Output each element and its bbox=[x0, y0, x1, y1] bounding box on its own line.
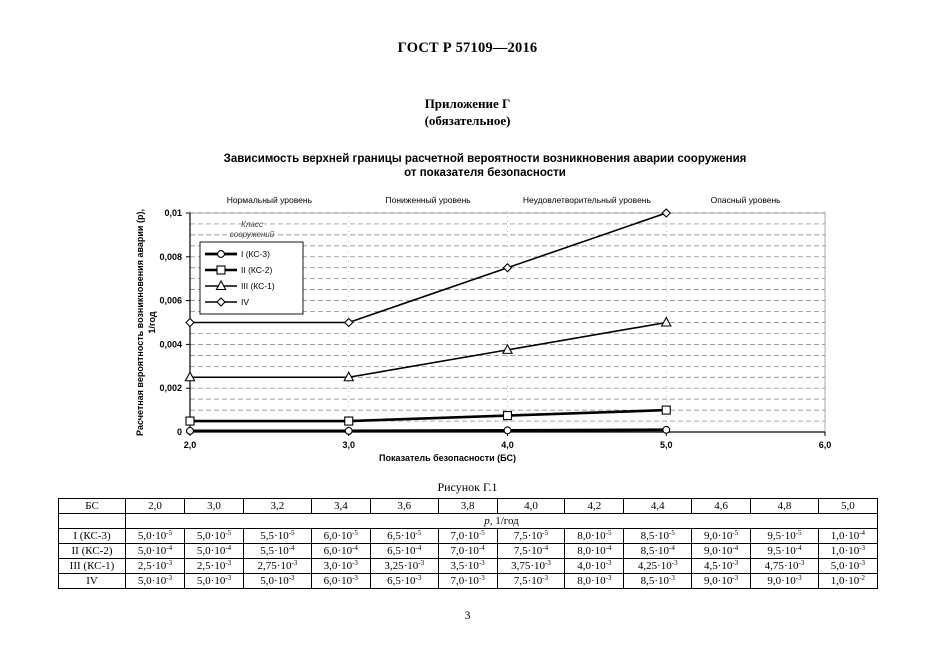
table-cell: $9,0\cdot 10^{-5}$ bbox=[692, 529, 751, 544]
x-tick-label: 3,0 bbox=[342, 440, 356, 450]
standard-header: ГОСТ Р 57109—2016 bbox=[397, 40, 538, 56]
table-cell: $9,5\cdot 10^{-5}$ bbox=[751, 529, 819, 544]
appendix-status: (обязательное) bbox=[424, 113, 511, 128]
table-cell: $5,0\cdot 10^{-4}$ bbox=[126, 544, 185, 559]
legend-label: III (КС-1) bbox=[241, 281, 275, 291]
y-tick-label: 0 bbox=[176, 427, 182, 437]
y-axis-label-line2: 1/год bbox=[147, 311, 157, 334]
data-point-circle bbox=[187, 428, 194, 435]
legend-label: I (КС-3) bbox=[241, 249, 270, 259]
table-cell: $5,0\cdot 10^{-3}$ bbox=[818, 559, 877, 574]
table-column-header: 3,4 bbox=[311, 499, 370, 514]
table-column-header: 4,6 bbox=[692, 499, 751, 514]
table-cell: $9,0\cdot 10^{-4}$ bbox=[692, 544, 751, 559]
table-column-header: 4,2 bbox=[565, 499, 624, 514]
data-point-circle bbox=[345, 428, 352, 435]
table-row bbox=[59, 574, 878, 589]
appendix-title: Приложение Г bbox=[424, 96, 511, 111]
y-tick-label: 0,01 bbox=[164, 208, 182, 218]
legend-title-line1: Класс bbox=[241, 220, 263, 229]
series-line-1 bbox=[190, 430, 666, 431]
x-tick-label: 4,0 bbox=[501, 440, 514, 450]
zone-label-4: Опасный уровень bbox=[710, 195, 781, 205]
table-cell: $4,5\cdot 10^{-3}$ bbox=[692, 559, 751, 574]
data-point-square bbox=[662, 406, 670, 414]
table-row bbox=[59, 529, 878, 544]
y-tick-label: 0,008 bbox=[159, 251, 182, 262]
table-cell: $4,0\cdot 10^{-3}$ bbox=[565, 559, 624, 574]
table-row bbox=[59, 544, 878, 559]
data-point-square bbox=[186, 417, 194, 425]
x-tick-label: 6,0 bbox=[818, 440, 832, 450]
table-header-row bbox=[59, 499, 878, 514]
table-cell: $3,75\cdot 10^{-3}$ bbox=[497, 559, 565, 574]
table-row-label: II (КС-2) bbox=[59, 544, 126, 559]
table-cell: $7,0\cdot 10^{-4}$ bbox=[438, 544, 497, 559]
table-cell: $7,5\cdot 10^{-3}$ bbox=[497, 574, 565, 589]
table-cell: $1,0\cdot 10^{-3}$ bbox=[818, 544, 877, 559]
table-column-header: 2,0 bbox=[126, 499, 185, 514]
table-cell: $5,0\cdot 10^{-4}$ bbox=[185, 544, 244, 559]
table-cell: $8,0\cdot 10^{-3}$ bbox=[565, 574, 624, 589]
table-cell: $5,0\cdot 10^{-3}$ bbox=[126, 574, 185, 589]
table-column-header: 4,0 bbox=[497, 499, 565, 514]
table-cell: $6,0\cdot 10^{-3}$ bbox=[311, 574, 370, 589]
table-unit-label: p, 1/год bbox=[126, 514, 878, 529]
legend-title-line2: сооружений bbox=[229, 230, 275, 239]
table-cell: $8,0\cdot 10^{-5}$ bbox=[565, 529, 624, 544]
table-cell: $8,5\cdot 10^{-5}$ bbox=[624, 529, 692, 544]
table-cell: $9,0\cdot 10^{-3}$ bbox=[692, 574, 751, 589]
table-cell: $9,5\cdot 10^{-4}$ bbox=[751, 544, 819, 559]
table-cell: $6,5\cdot 10^{-5}$ bbox=[370, 529, 438, 544]
x-axis-label: Показатель безопасности (БС) bbox=[379, 453, 516, 463]
table-cell: $2,5\cdot 10^{-3}$ bbox=[185, 559, 244, 574]
table-cell: $3,0\cdot 10^{-3}$ bbox=[311, 559, 370, 574]
x-tick-label: 5,0 bbox=[659, 440, 673, 450]
table-cell: $4,75\cdot 10^{-3}$ bbox=[751, 559, 819, 574]
table-unit-blank bbox=[59, 514, 126, 529]
x-tick-label: 2,0 bbox=[183, 440, 197, 450]
page-number: 3 bbox=[464, 608, 471, 622]
table-cell: $6,5\cdot 10^{-4}$ bbox=[370, 544, 438, 559]
table-row-label: I (КС-3) bbox=[59, 529, 126, 544]
table-cell: $7,0\cdot 10^{-5}$ bbox=[438, 529, 497, 544]
data-point-circle bbox=[504, 427, 511, 434]
table-cell: $8,5\cdot 10^{-4}$ bbox=[624, 544, 692, 559]
table-cell: $7,5\cdot 10^{-4}$ bbox=[497, 544, 565, 559]
y-tick-label: 0,004 bbox=[159, 339, 182, 350]
table-column-header: 3,8 bbox=[438, 499, 497, 514]
legend-label: II (КС-2) bbox=[241, 265, 273, 275]
table-column-header: 3,6 bbox=[370, 499, 438, 514]
table-cell: $6,5\cdot 10^{-3}$ bbox=[370, 574, 438, 589]
y-tick-label: 0,002 bbox=[159, 383, 182, 394]
y-tick-label: 0,006 bbox=[159, 295, 182, 306]
chart-title-line2: от показателя безопасности bbox=[404, 167, 566, 179]
legend-marker-square bbox=[217, 266, 225, 274]
data-point-circle bbox=[663, 426, 670, 433]
table-column-header: 3,0 bbox=[185, 499, 244, 514]
table-corner-cell: БС bbox=[59, 499, 126, 514]
table-cell: $9,0\cdot 10^{-3}$ bbox=[751, 574, 819, 589]
table-cell: $1,0\cdot 10^{-2}$ bbox=[818, 574, 877, 589]
table-cell: $5,5\cdot 10^{-4}$ bbox=[244, 544, 312, 559]
table-column-header: 3,2 bbox=[244, 499, 312, 514]
table-column-header: 5,0 bbox=[818, 499, 877, 514]
data-point-square bbox=[504, 412, 512, 420]
table-cell: $8,0\cdot 10^{-4}$ bbox=[565, 544, 624, 559]
y-axis-label-line1: Расчетная вероятность возникновения аварии (p), bbox=[135, 209, 145, 436]
table-cell: $8,5\cdot 10^{-3}$ bbox=[624, 574, 692, 589]
zone-label-2: Пониженный уровень bbox=[385, 195, 471, 205]
table-cell: $3,25\cdot 10^{-3}$ bbox=[370, 559, 438, 574]
probability-table bbox=[58, 498, 878, 589]
table-cell: $7,0\cdot 10^{-3}$ bbox=[438, 574, 497, 589]
table-cell: $6,0\cdot 10^{-4}$ bbox=[311, 544, 370, 559]
table-cell: $5,0\cdot 10^{-3}$ bbox=[185, 574, 244, 589]
table-cell: $1,0\cdot 10^{-4}$ bbox=[818, 529, 877, 544]
table-column-header: 4,4 bbox=[624, 499, 692, 514]
legend-marker-circle bbox=[218, 251, 225, 258]
table-unit-row bbox=[59, 514, 878, 529]
table-cell: $7,5\cdot 10^{-5}$ bbox=[497, 529, 565, 544]
figure-caption: Рисунок Г.1 bbox=[437, 480, 498, 494]
table-cell: $3,5\cdot 10^{-3}$ bbox=[438, 559, 497, 574]
table-cell: $5,0\cdot 10^{-5}$ bbox=[126, 529, 185, 544]
data-point-square bbox=[345, 417, 353, 425]
table-cell: $5,5\cdot 10^{-5}$ bbox=[244, 529, 312, 544]
table-cell: $5,0\cdot 10^{-5}$ bbox=[185, 529, 244, 544]
table-cell: $2,5\cdot 10^{-3}$ bbox=[126, 559, 185, 574]
table-cell: $5,0\cdot 10^{-3}$ bbox=[244, 574, 312, 589]
table-cell: $2,75\cdot 10^{-3}$ bbox=[244, 559, 312, 574]
legend-label: IV bbox=[241, 297, 250, 307]
table-row bbox=[59, 559, 878, 574]
table-column-header: 4,8 bbox=[751, 499, 819, 514]
zone-label-3: Неудовлетворительный уровень bbox=[522, 195, 651, 205]
table-row-label: III (КС-1) bbox=[59, 559, 126, 574]
zone-label-1: Нормальный уровень bbox=[226, 195, 313, 205]
table-row-label: IV bbox=[59, 574, 126, 589]
table-cell: $6,0\cdot 10^{-5}$ bbox=[311, 529, 370, 544]
table-cell: $4,25\cdot 10^{-3}$ bbox=[624, 559, 692, 574]
chart-title-line1: Зависимость верхней границы расчетной вероятности возникновения аварии сооружения bbox=[223, 153, 747, 165]
